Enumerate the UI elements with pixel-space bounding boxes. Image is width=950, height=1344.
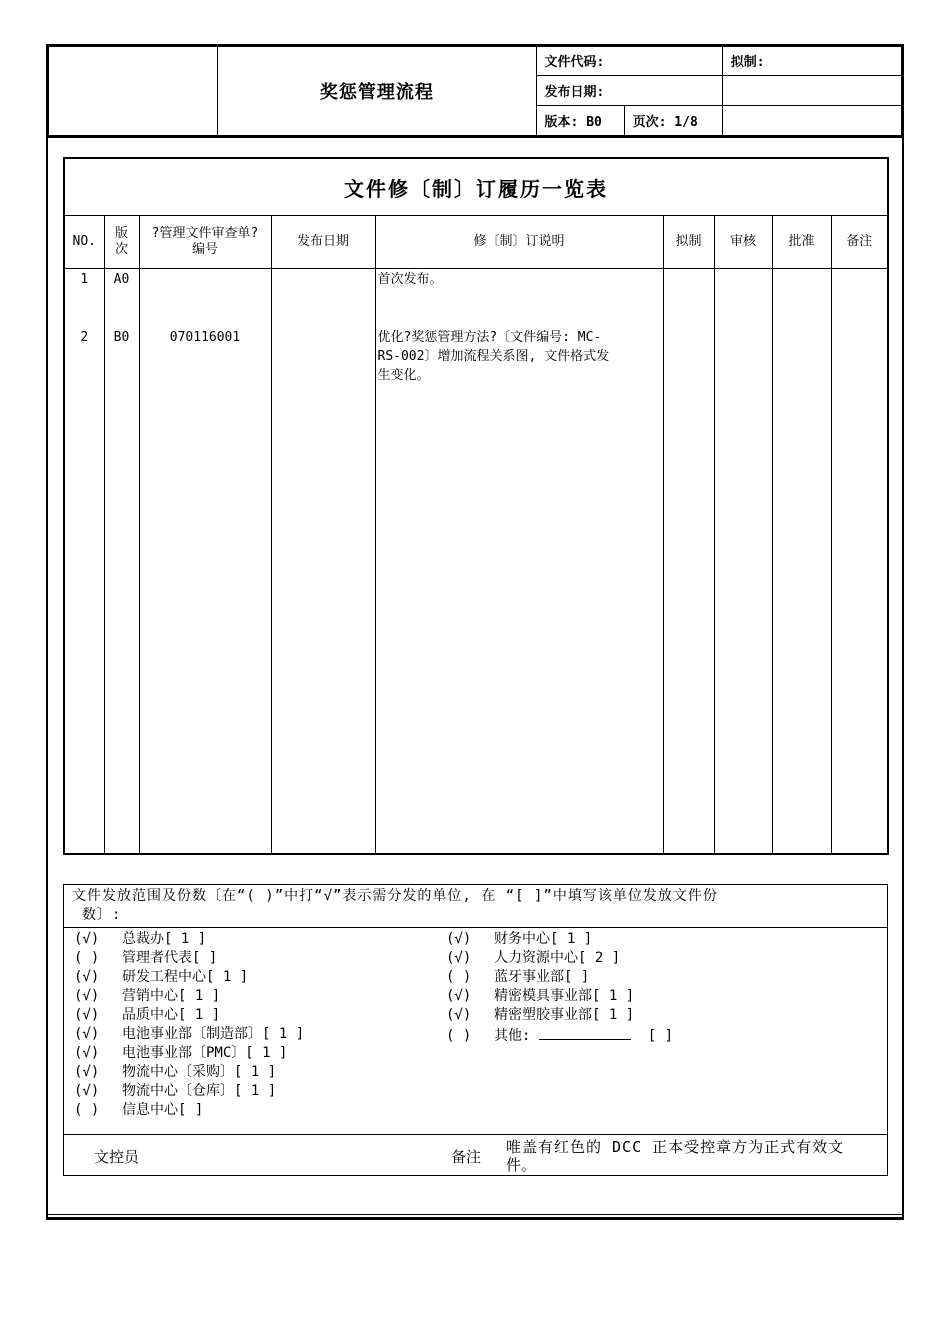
dist-label: 营销中心[ 1 ] xyxy=(122,988,221,1004)
dist-label: 物流中心〔采购〕[ 1 ] xyxy=(122,1064,277,1080)
dist-item-0[interactable] xyxy=(74,930,206,949)
checkbox[interactable]: (√) xyxy=(74,1045,100,1061)
col-review-no xyxy=(139,216,271,269)
dist-label: 精密塑胶事业部[ 1 ] xyxy=(494,1007,635,1023)
checkbox[interactable]: ( ) xyxy=(446,969,472,985)
cell-description xyxy=(375,269,663,855)
dist-item-r2[interactable] xyxy=(446,968,589,987)
col-issue-date: 发布日期 xyxy=(271,216,375,269)
col-review-no-line2: 编号 xyxy=(191,242,218,257)
dist-label: 总裁办[ 1 ] xyxy=(122,931,207,947)
cell-approved xyxy=(772,269,831,855)
issue-date-value xyxy=(722,75,902,105)
other-blank-field[interactable] xyxy=(539,1025,631,1040)
col-description: 修〔制〕订说明 xyxy=(375,216,663,269)
dist-item-r1[interactable] xyxy=(446,949,620,968)
other-bracket: [ ] xyxy=(647,1028,674,1044)
remark-label: 备注 xyxy=(451,1148,482,1166)
checkbox[interactable]: (√) xyxy=(74,988,100,1004)
dist-item-2[interactable] xyxy=(74,968,248,987)
dist-label: 电池事业部〔制造部〕[ 1 ] xyxy=(122,1026,305,1042)
distribution-table xyxy=(63,884,888,1176)
dist-label: 财务中心[ 1 ] xyxy=(494,931,593,947)
dist-item-9[interactable] xyxy=(74,1101,203,1120)
revision-history-table xyxy=(63,157,889,855)
page-label: 页次: 1/8 xyxy=(624,105,722,136)
checkbox[interactable]: (√) xyxy=(74,1064,100,1080)
dist-item-1[interactable] xyxy=(74,949,217,968)
col-remarks: 备注 xyxy=(831,216,888,269)
col-version-line2: 次 xyxy=(114,242,128,257)
checkbox[interactable]: (√) xyxy=(446,931,472,947)
page-extra xyxy=(722,105,902,136)
dist-label: 管理者代表[ ] xyxy=(122,950,218,966)
cell-review-no xyxy=(139,269,271,855)
revision-table-title: 文件修〔制〕订履历一览表 xyxy=(64,158,888,216)
checkbox[interactable]: (√) xyxy=(74,1007,100,1023)
checkbox[interactable]: (√) xyxy=(74,969,100,985)
col-version-line1: 版 xyxy=(114,226,128,241)
cell-reviewed xyxy=(714,269,772,855)
dist-item-8[interactable] xyxy=(74,1082,276,1101)
row2-desc-line2: RS-002〕增加流程关系图, 文件格式发 xyxy=(377,349,610,364)
col-drafted: 拟制 xyxy=(663,216,714,269)
document-title: 奖惩管理流程 xyxy=(218,46,536,137)
cell-issue-date xyxy=(271,269,375,855)
distribution-heading-line1: 文件发放范围及份数〔在“( )”中打“√”表示需分发的单位, 在 “[ ]”中填写该单位发放文件份 xyxy=(72,888,718,904)
dist-label: 研发工程中心[ 1 ] xyxy=(122,969,249,985)
row1-no: 1 xyxy=(80,272,89,287)
checkbox[interactable]: (√) xyxy=(446,1007,472,1023)
version-label: 版本: B0 xyxy=(536,105,624,136)
row2-review-no: 070116001 xyxy=(169,330,241,345)
distribution-items xyxy=(64,928,888,1135)
row1-version: A0 xyxy=(113,272,130,287)
distribution-footer xyxy=(64,1135,888,1176)
dist-item-6[interactable] xyxy=(74,1044,287,1063)
dist-label: 精密模具事业部[ 1 ] xyxy=(494,988,635,1004)
dist-item-other[interactable] xyxy=(446,1025,673,1046)
logo-area xyxy=(48,46,218,137)
checkbox[interactable]: ( ) xyxy=(74,950,100,966)
document-header xyxy=(46,44,904,138)
checkbox[interactable]: (√) xyxy=(446,988,472,1004)
checkbox[interactable]: (√) xyxy=(446,950,472,966)
col-version xyxy=(104,216,139,269)
row2-no: 2 xyxy=(80,330,89,345)
checkbox[interactable]: (√) xyxy=(74,1026,100,1042)
row2-version: B0 xyxy=(113,330,130,345)
col-no: NO. xyxy=(64,216,104,269)
dist-item-4[interactable] xyxy=(74,1006,220,1025)
cell-drafted xyxy=(663,269,714,855)
dist-label: 信息中心[ ] xyxy=(122,1102,204,1118)
row2-desc-line1: 优化?奖惩管理方法?〔文件编号: MC- xyxy=(377,330,602,345)
checkbox[interactable]: (√) xyxy=(74,931,100,947)
remark-line1: 唯盖有红色的 DCC 正本受控章方为正式有效文 xyxy=(506,1138,845,1156)
issue-date-label: 发布日期: xyxy=(536,75,722,105)
cell-no xyxy=(64,269,104,855)
remark-line2: 件。 xyxy=(506,1156,537,1174)
distribution-heading xyxy=(64,885,888,928)
bottom-rule xyxy=(46,1214,904,1220)
dist-item-5[interactable] xyxy=(74,1025,304,1044)
dist-label: 物流中心〔仓库〕[ 1 ] xyxy=(122,1083,277,1099)
checkbox[interactable]: (√) xyxy=(74,1083,100,1099)
dist-item-3[interactable] xyxy=(74,987,220,1006)
dist-item-7[interactable] xyxy=(74,1063,276,1082)
drafter-label: 拟制: xyxy=(722,46,902,76)
checkbox[interactable]: ( ) xyxy=(74,1102,100,1118)
row1-desc-line1: 首次发布。 xyxy=(377,272,443,287)
dist-item-r4[interactable] xyxy=(446,1006,634,1025)
cell-remarks xyxy=(831,269,888,855)
dist-label: 人力资源中心[ 2 ] xyxy=(494,950,621,966)
distribution-heading-line2: 数〕: xyxy=(82,907,122,923)
checkbox[interactable]: ( ) xyxy=(446,1028,472,1044)
row2-desc-line3: 生变化。 xyxy=(377,368,430,383)
cell-version xyxy=(104,269,139,855)
doc-code-label: 文件代码: xyxy=(536,46,722,76)
dist-label: 电池事业部〔PMC〕[ 1 ] xyxy=(122,1045,288,1061)
dist-item-r0[interactable] xyxy=(446,930,592,949)
dist-label: 其他: xyxy=(494,1028,531,1044)
dist-item-r3[interactable] xyxy=(446,987,634,1006)
col-reviewed: 审核 xyxy=(714,216,772,269)
controller-label: 文控员 xyxy=(94,1148,140,1166)
col-review-no-line1: ?管理文件审查单? xyxy=(151,226,259,241)
dist-label: 蓝牙事业部[ ] xyxy=(494,969,590,985)
col-approved: 批准 xyxy=(772,216,831,269)
dist-label: 品质中心[ 1 ] xyxy=(122,1007,221,1023)
